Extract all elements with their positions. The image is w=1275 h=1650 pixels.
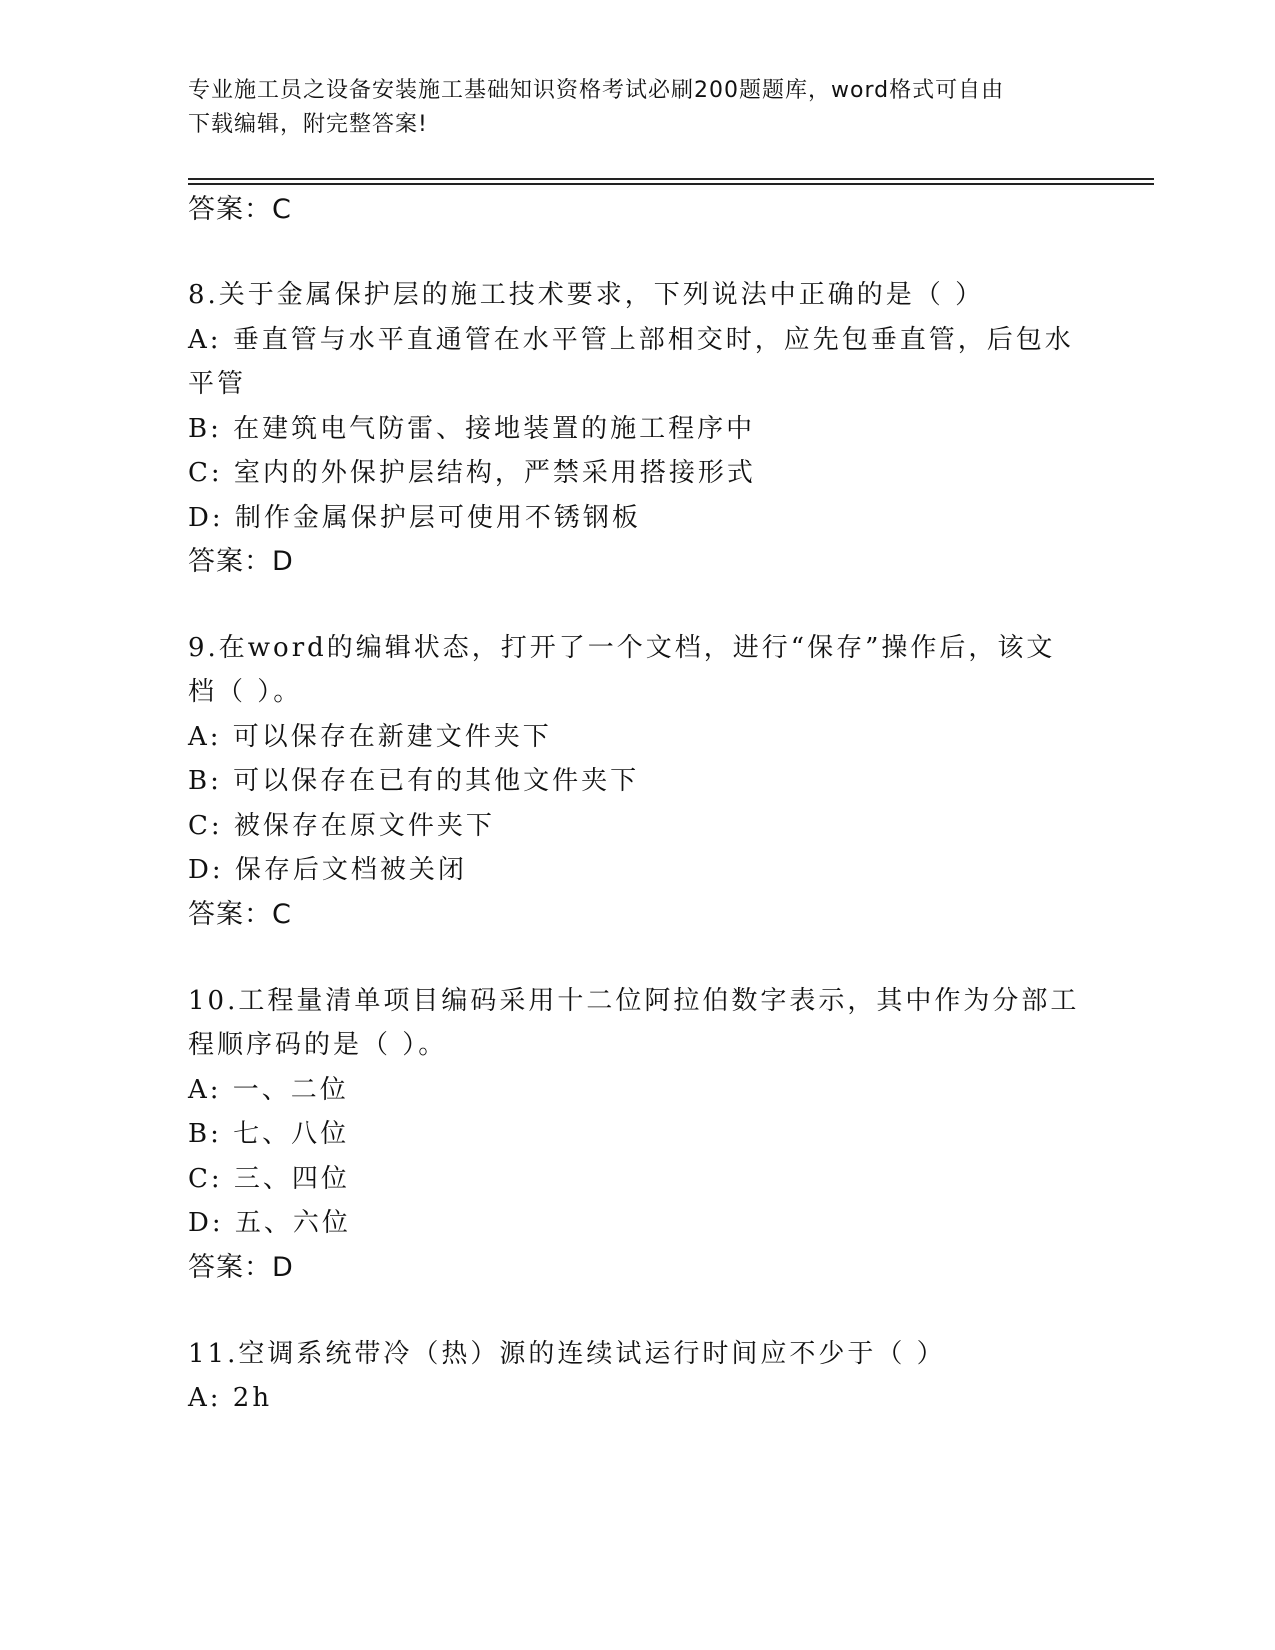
document-header [188,74,1068,142]
header-divider-top [188,178,1154,180]
question-9-option-d: D: 保存后文档被关闭 [188,855,467,885]
question-11-stem: 11.空调系统带冷（热）源的连续试运行时间应不少于（ ） [188,1339,946,1369]
question-11-option-a: A: 2h [188,1383,273,1413]
question-10-option-a: A: 一、二位 [188,1075,349,1105]
question-8-answer: 答案：D [188,546,294,577]
question-10-answer: 答案：D [188,1252,294,1283]
question-8-option-c: C: 室内的外保护层结构，严禁采用搭接形式 [188,458,756,488]
header-line-2: 下载编辑，附完整答案! [188,112,428,137]
question-8-option-a-cont: 平管 [188,369,247,399]
question-8-stem: 8.关于金属保护层的施工技术要求，下列说法中正确的是（ ） [188,280,985,310]
header-divider-bottom [188,183,1154,185]
header-line-1: 专业施工员之设备安装施工基础知识资格考试必刷200题题库，word格式可自由 [188,78,1005,103]
question-9-stem-cont: 档（ ）。 [188,677,303,707]
question-9-option-b: B: 可以保存在已有的其他文件夹下 [188,766,640,796]
question-9-option-c: C: 被保存在原文件夹下 [188,811,495,841]
question-8-option-a: A: 垂直管与水平直通管在水平管上部相交时，应先包垂直管，后包水 [188,325,1074,355]
question-9-option-a: A: 可以保存在新建文件夹下 [188,722,552,752]
question-9-stem: 9.在word的编辑状态，打开了一个文档，进行“保存”操作后，该文 [188,633,1056,663]
question-10-stem-cont: 程顺序码的是（ ）。 [188,1030,448,1060]
question-10-option-c: C: 三、四位 [188,1164,350,1194]
question-9-answer: 答案：C [188,899,292,930]
question-10-option-d: D: 五、六位 [188,1208,351,1238]
question-8-option-d: D: 制作金属保护层可使用不锈钢板 [188,503,641,533]
question-8-option-b: B: 在建筑电气防雷、接地装置的施工程序中 [188,414,756,444]
question-10-stem: 10.工程量清单项目编码采用十二位阿拉伯数字表示，其中作为分部工 [188,986,1080,1016]
question-10-option-b: B: 七、八位 [188,1119,350,1149]
previous-answer: 答案：C [188,194,292,225]
